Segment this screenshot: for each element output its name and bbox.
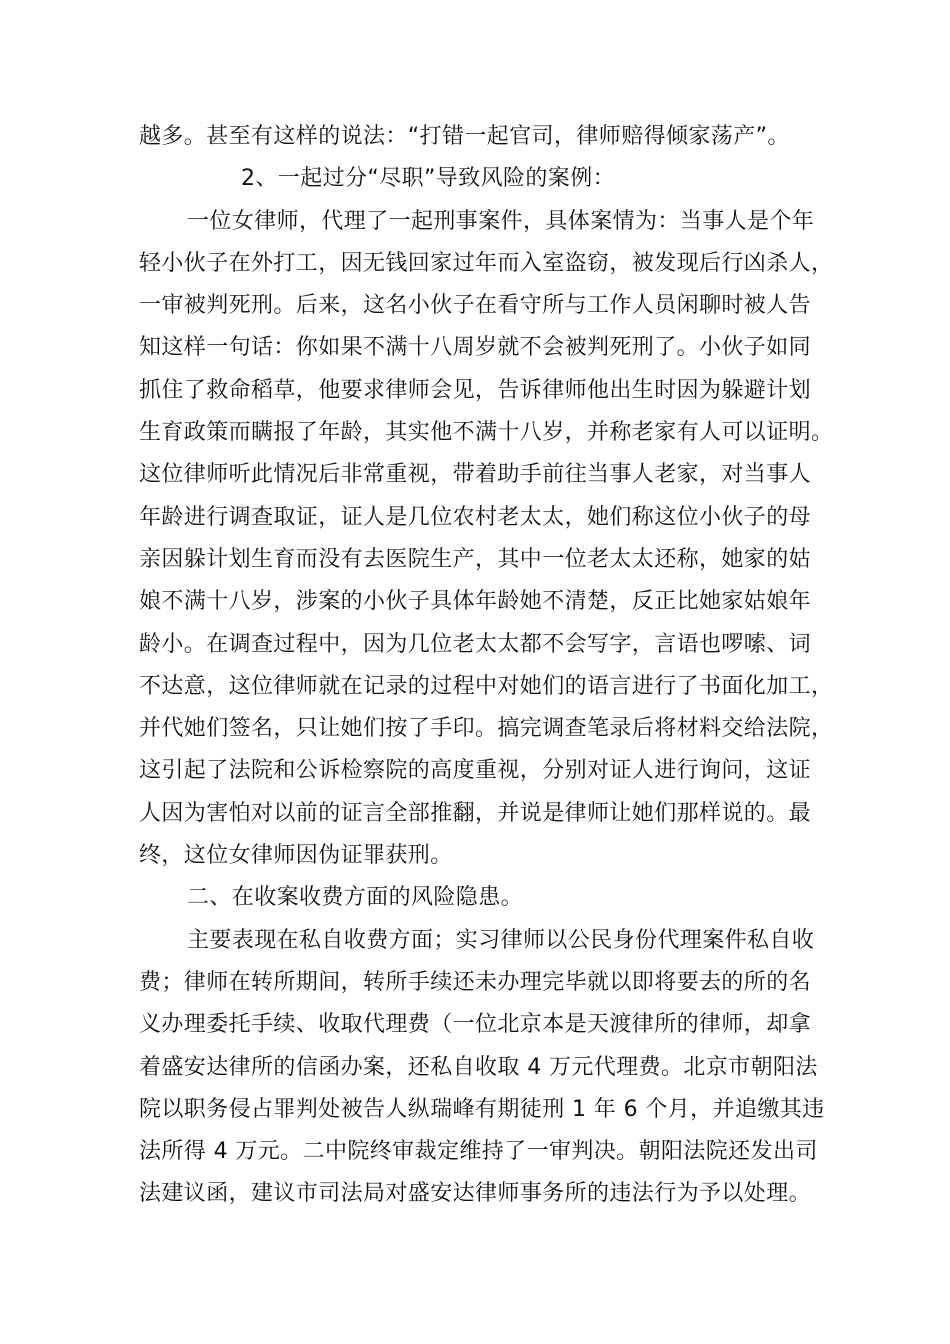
text-line: 终，这位女律师因伪证罪获刑。 — [139, 843, 453, 869]
text-line: 年龄进行调查取证，证人是几位农村老太太，她们称这位小伙子的母 — [139, 504, 812, 530]
text-line: 人因为害怕对以前的证言全部推翻，并说是律师让她们那样说的。最 — [139, 800, 812, 826]
body-text — [139, 116, 839, 1216]
text-line: 费；律师在转所期间，转所手续还未办理完毕就以即将要去的所的名 — [139, 969, 812, 995]
text-line: 这引起了法院和公诉检察院的高度重视，分别对证人进行询问，这证 — [139, 758, 812, 784]
paragraph-start: 一位女律师，代理了一起刑事案件，具体案情为：当事人是个年 — [187, 208, 815, 234]
text-line: 法所得 4 万元。二中院终审裁定维持了一审判决。朝阳法院还发出司 — [139, 1139, 818, 1165]
text-line: 娘不满十八岁，涉案的小伙子具体年龄她不清楚，反正比她家姑娘年 — [139, 589, 812, 615]
text-line: 越多。甚至有这样的说法：“打错一起官司，律师赔得倾家荡产”。 — [139, 124, 790, 149]
paragraph-start: 主要表现在私自收费方面；实习律师以公民身份代理案件私自收 — [187, 927, 815, 953]
text-line: 这位律师听此情况后非常重视，带着助手前往当事人老家，对当事人 — [139, 462, 812, 488]
text-line: 龄小。在调查过程中，因为几位老太太都不会写字，言语也啰嗦、词 — [139, 631, 812, 657]
text-line: 一审被判死刑。后来，这名小伙子在看守所与工作人员闲聊时被人告 — [139, 293, 812, 319]
text-line: 轻小伙子在外打工，因无钱回家过年而入室盗窃，被发现后行凶杀人， — [139, 250, 834, 276]
section-heading-fees: 二、在收案收费方面的风险隐患。 — [187, 885, 524, 911]
text-line: 着盛安达律所的信函办案，还私自收取 4 万元代理费。北京市朝阳法 — [139, 1054, 818, 1080]
text-line: 知这样一句话：你如果不满十八周岁就不会被判死刑了。小伙子如同 — [139, 335, 812, 361]
text-line: 不达意，这位律师就在记录的过程中对她们的语言进行了书面化加工， — [139, 673, 834, 699]
text-line: 院以职务侵占罪判处被告人纵瑞峰有期徒刑 1 年 6 个月，并追缴其违 — [139, 1096, 825, 1122]
text-line: 抓住了救命稻草，他要求律师会见，告诉律师他出生时因为躲避计划 — [139, 377, 812, 403]
text-line: 并代她们签名，只让她们按了手印。搞完调查笔录后将材料交给法院， — [139, 716, 834, 742]
text-line: 义办理委托手续、收取代理费（一位北京本是天渡律所的律师，却拿 — [139, 1012, 812, 1038]
text-line: 亲因躲计划生育而没有去医院生产，其中一位老太太还称，她家的姑 — [139, 546, 812, 572]
text-line: 法建议函，建议市司法局对盛安达律师事务所的违法行为予以处理。 — [139, 1181, 812, 1207]
text-line: 生育政策而瞒报了年龄，其实他不满十八岁，并称老家有人可以证明。 — [139, 420, 834, 446]
section-heading-case: 2、一起过分“尽职”导致风险的案例： — [241, 166, 615, 192]
